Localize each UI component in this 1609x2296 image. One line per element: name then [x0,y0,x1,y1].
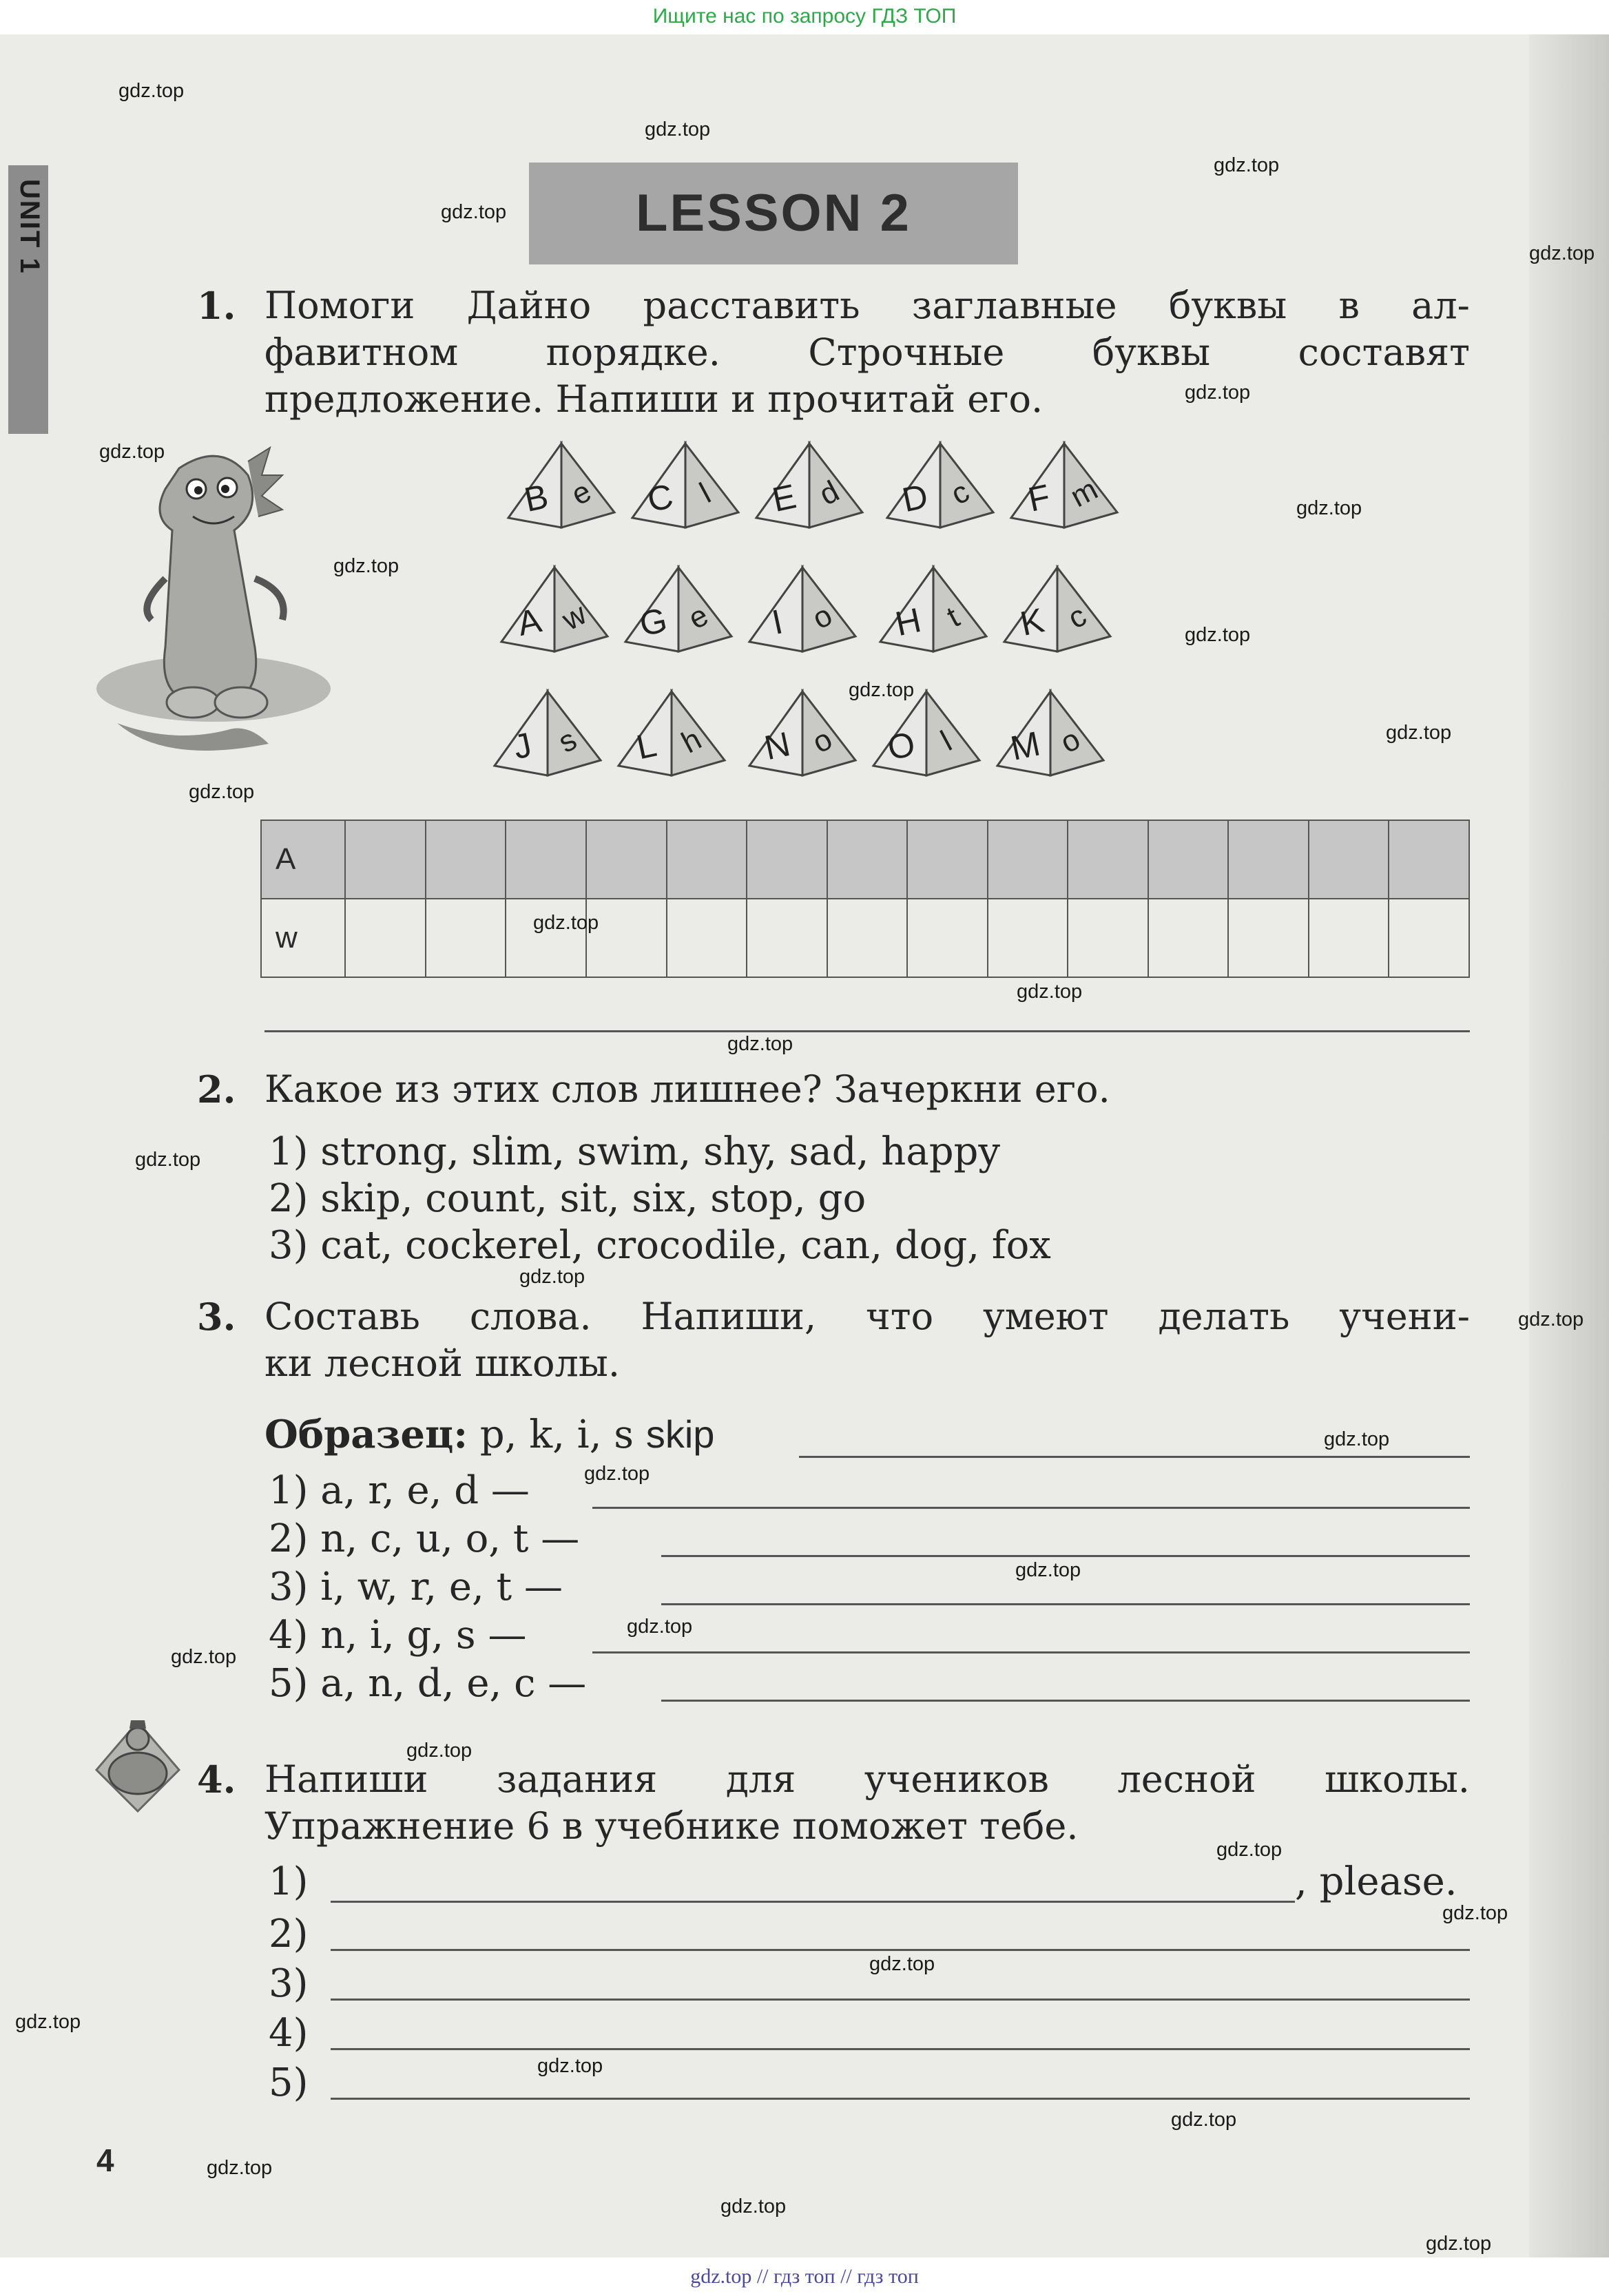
pyramid-lower-letter: e [683,598,714,636]
pyramid-upper-letter: I [768,602,787,642]
watermark: gdz.top [519,1266,585,1288]
pyramid-upper-letter: C [644,477,677,520]
letter-pyramid [496,565,613,654]
pyramid-upper-letter: H [892,601,925,644]
task4-item-4: 4) [269,2011,309,2056]
table-cell[interactable]: A [261,820,345,899]
letter-pyramid [999,565,1116,654]
task4-item-3: 3) [269,1961,309,2006]
letter-pyramid [489,689,606,778]
pyramid-upper-letter: B [521,477,552,520]
watermark: gdz.top [1518,1308,1584,1330]
table-cell[interactable] [1309,899,1389,977]
letter-pyramid [751,441,868,530]
table-row-upper [261,820,1469,899]
task3-item-3: 3) i, w, r, e, t — [269,1565,563,1609]
prompt-word: для [725,1757,796,1801]
watermark: gdz.top [645,118,711,140]
prompt-word: слова. [469,1295,592,1338]
sample-letters: p, k, i, s [479,1412,634,1457]
task2-item-1[interactable]: 1) strong, slim, swim, shy, sad, happy [269,1129,1001,1174]
watermark: gdz.top [189,781,255,803]
table-cell[interactable] [1389,899,1469,977]
bottom-site-banner[interactable]: gdz.top // гдз топ // гдз топ [0,2257,1609,2296]
prompt-word: Помоги [264,284,415,327]
watermark: gdz.top [627,1616,693,1638]
sample-answer: skip [645,1412,715,1456]
task3-item-1: 1) a, r, e, d — [269,1468,530,1513]
letter-pyramid [503,441,620,530]
task1-prompt-line2 [264,329,1470,376]
table-cell[interactable] [907,899,988,977]
pyramid-lower-letter: o [1055,722,1086,760]
table-cell[interactable] [586,899,667,977]
prompt-word: заглавные [911,284,1117,327]
letter-pyramid [744,565,861,654]
task4-answer-line-1[interactable] [331,1901,1295,1903]
pyramid-upper-letter: G [636,600,671,644]
letter-pyramid [992,689,1109,778]
watermark: gdz.top [720,2195,787,2217]
table-cell[interactable] [506,899,586,977]
task4-item-1: 1) [269,1859,309,1904]
prompt-word: задания [497,1757,658,1801]
top-site-banner[interactable]: Ищите нас по запросу ГДЗ ТОП [0,0,1609,34]
pyramid-lower-letter: s [552,722,583,760]
letter-pyramid [882,441,999,530]
task4-number: 4. [197,1757,236,1802]
watermark: gdz.top [15,2011,81,2033]
table-cell[interactable] [1228,899,1309,977]
table-cell[interactable] [345,899,426,977]
letter-pyramid [627,441,744,530]
task4-answer-line-4[interactable] [331,2048,1470,2050]
task1-prompt-line3: предложение. Напиши и прочитай его. [264,377,1044,421]
pyramid-lower-letter: m [1065,472,1103,514]
table-cell[interactable] [827,899,908,977]
letter-pyramid [744,689,861,778]
watermark: gdz.top [727,1033,793,1055]
watermark: gdz.top [1185,382,1251,404]
watermark: gdz.top [1386,722,1452,744]
prompt-word: лесной [1117,1757,1256,1801]
table-cell[interactable] [345,820,426,899]
task1-prompt-line1 [264,282,1470,329]
table-cell[interactable] [667,899,747,977]
watermark: gdz.top [537,2055,603,2077]
task3-item-5: 5) a, n, d, e, c — [269,1661,587,1706]
pyramid-lower-letter: t [941,600,965,634]
table-cell[interactable] [1148,899,1229,977]
letter-pyramid [1006,441,1123,530]
watermark: gdz.top [99,441,165,463]
turtle-icon [90,1708,186,1818]
watermark: gdz.top [1442,1902,1508,1924]
unit-tab-label: UNIT 1 [14,179,45,275]
task4-prompt-line1 [264,1756,1470,1803]
task3-answer-line-4[interactable] [592,1651,1470,1653]
watermark: gdz.top [1426,2233,1492,2255]
pyramid-upper-letter: K [1017,601,1048,644]
pyramid-lower-letter: w [557,596,592,638]
task3-answer-line-1[interactable] [592,1507,1470,1509]
prompt-word: ал- [1411,284,1470,327]
prompt-word: Дайно [466,284,592,327]
prompt-word: учени- [1339,1295,1470,1338]
table-cell[interactable] [506,820,586,899]
pyramid-lower-letter: e [565,474,597,512]
task3-item-4: 4) n, i, g, s — [269,1613,527,1658]
dino-illustration [90,420,338,778]
table-cell[interactable] [1148,820,1229,899]
pyramid-lower-letter: c [945,474,975,512]
pyramid-upper-letter: J [510,725,535,767]
task1-number: 1. [197,284,236,328]
sentence-answer-line[interactable] [264,1030,1470,1032]
table-cell[interactable] [1389,820,1469,899]
letter-pyramid [868,689,985,778]
watermark: gdz.top [1529,242,1595,264]
pyramid-lower-letter: l [694,477,716,510]
table-cell[interactable] [1068,899,1148,977]
table-cell[interactable]: w [261,899,345,977]
unit-tab [8,165,48,434]
watermark: gdz.top [135,1149,201,1171]
table-cell[interactable] [907,820,988,899]
prompt-word: буквы [1168,284,1287,327]
watermark: gdz.top [441,201,507,223]
watermark: gdz.top [1216,1839,1283,1861]
table-cell[interactable] [1068,820,1148,899]
table-cell[interactable] [988,820,1068,899]
sample-answer-line [799,1456,1470,1458]
task4-answer-line-5[interactable] [331,2098,1470,2100]
table-cell[interactable] [827,820,908,899]
prompt-word: делать [1158,1295,1290,1338]
prompt-word: Строчные [808,331,1005,374]
pyramid-upper-letter: E [769,477,800,520]
task3-answer-line-3[interactable] [661,1603,1470,1605]
task3-prompt-line1 [264,1293,1470,1340]
page-number: 4 [96,2142,114,2178]
sample-label: Образец: [264,1412,468,1457]
watermark: gdz.top [1015,1559,1081,1581]
task3-answer-line-5[interactable] [661,1700,1470,1702]
alphabet-table [260,820,1470,978]
task4-item-2: 2) [269,1912,309,1956]
pyramid-upper-letter: L [633,724,660,767]
watermark: gdz.top [1185,624,1251,646]
pyramid-lower-letter: c [1062,598,1092,636]
lesson-title: LESSON 2 [529,163,1018,264]
watermark: gdz.top [533,912,599,934]
task2-item-2[interactable]: 2) skip, count, sit, six, stop, go [269,1176,866,1221]
watermark: gdz.top [171,1646,237,1668]
prompt-word: составят [1298,331,1470,374]
watermark: gdz.top [333,555,399,577]
pyramid-lower-letter: o [807,598,838,636]
prompt-word: Напиши [264,1757,428,1801]
task2-prompt: Какое из этих слов лишнее? Зачеркни его. [264,1067,1110,1111]
watermark: gdz.top [869,1953,935,1975]
letter-pyramid [875,565,992,654]
letter-pyramid [620,565,737,654]
task4-answer-line-3[interactable] [331,1998,1470,2001]
table-cell[interactable] [1228,820,1309,899]
table-cell[interactable] [426,820,506,899]
task3-number: 3. [197,1295,236,1339]
prompt-word: фавитном [264,331,459,374]
table-cell[interactable] [426,899,506,977]
letter-pyramid [613,689,730,778]
watermark: gdz.top [849,679,915,701]
table-cell[interactable] [667,820,747,899]
table-row-lower [261,899,1469,977]
page-edge-shadow [1529,34,1609,2257]
watermark: gdz.top [406,1740,473,1762]
task4-prompt-line2: Упражнение 6 в учебнике поможет тебе. [264,1804,1079,1848]
task3-prompt-line2: ки лесной школы. [264,1342,620,1385]
prompt-word: порядке. [546,331,720,374]
watermark: gdz.top [207,2157,273,2179]
task3-item-2: 2) n, c, u, o, t — [269,1516,580,1561]
table-cell[interactable] [1309,820,1389,899]
pyramid-upper-letter: N [761,724,794,768]
watermark: gdz.top [1214,154,1280,176]
prompt-word: что [866,1295,934,1338]
pyramid-upper-letter: D [899,477,932,520]
pyramid-upper-letter: M [1007,724,1044,768]
task2-item-3[interactable]: 3) cat, cockerel, crocodile, can, dog, fox [269,1223,1051,1268]
prompt-word: расставить [643,284,860,327]
prompt-word: буквы [1092,331,1211,374]
task3-sample [264,1412,714,1458]
watermark: gdz.top [118,80,185,102]
pyramid-lower-letter: o [807,722,838,760]
task4-item-5: 5) [269,2060,309,2105]
prompt-word: Составь [264,1295,420,1338]
task3-answer-line-2[interactable] [661,1555,1470,1557]
pyramid-upper-letter: O [884,724,919,768]
prompt-word: в [1338,284,1360,327]
pyramid-upper-letter: A [514,601,545,644]
pyramid-lower-letter: h [676,722,707,760]
table-cell[interactable] [747,820,827,899]
pyramid-upper-letter: F [1024,477,1054,519]
watermark: gdz.top [1171,2109,1237,2131]
task2-number: 2. [197,1067,236,1112]
prompt-word: школы. [1325,1757,1470,1801]
watermark: gdz.top [1324,1428,1390,1450]
task4-item-1-suffix: , please. [1295,1859,1457,1904]
prompt-word: Напиши, [641,1295,817,1338]
watermark: gdz.top [584,1463,650,1485]
prompt-word: учеников [864,1757,1049,1801]
task4-answer-line-2[interactable] [331,1949,1470,1951]
prompt-word: умеют [982,1295,1109,1338]
pyramid-lower-letter: l [935,724,957,758]
watermark: gdz.top [1017,981,1083,1003]
watermark: gdz.top [1296,497,1362,519]
table-cell[interactable] [586,820,667,899]
pyramid-lower-letter: d [813,474,845,512]
table-cell[interactable] [988,899,1068,977]
table-cell[interactable] [747,899,827,977]
